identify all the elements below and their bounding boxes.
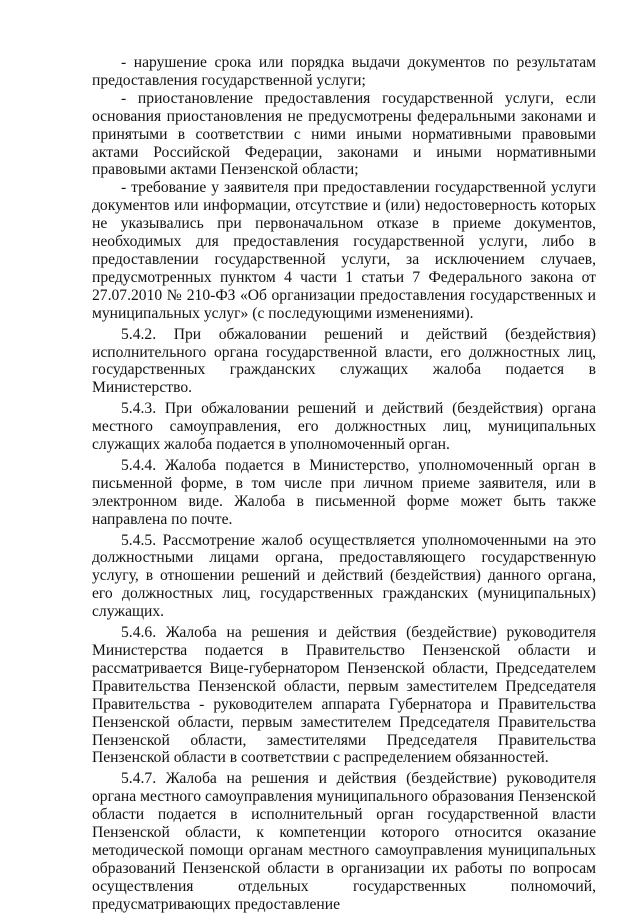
paragraph-5-4-6: 5.4.6. Жалоба на решения и действия (бездействие) руководителя Министерства подается в Правительство Пензенской области и рассматривается Вице-губернатором Пензенской области, Председателем Правительства Пензенской области, первым заместителем Председателя Правительства - руководителем аппарата Губернатора и Правительства Пензенской области, первым заместителем Председателя Правительства Пензенской области, заместителями Председателя Правительства Пензенской области в соответствии с распределением обязанностей. xyxy=(92,624,596,767)
paragraph-5-4-5: 5.4.5. Рассмотрение жалоб осуществляется уполномоченными на это должностными лицами органа, предоставляющего государственную услугу, в отношении решений и действий (бездействия) данного органа, его должностных лиц, государственных гражданских (муниципальных) служащих. xyxy=(92,531,596,621)
paragraph-5-4-4: 5.4.4. Жалоба подается в Министерство, уполномоченный орган в письменной форме, в том числе при личном приеме заявителя, или в электронном виде. Жалоба в письменной форме может быть также направлена по почте. xyxy=(92,456,596,528)
paragraph-suspension: - приостановление предоставления государственной услуги, если основания приостановления не предусмотрены федеральными законами и принятыми в соответствии с ними иными нормативными правовыми актами Российской Федерации, законами и иными нормативными правовыми актами Пензенской области; xyxy=(92,89,596,179)
paragraph-5-4-2: 5.4.2. При обжаловании решений и действий (бездействия) исполнительного органа государственной власти, его должностных лиц, государственных гражданских служащих жалоба подается в Министерство. xyxy=(92,325,596,397)
paragraph-5-4-3: 5.4.3. При обжаловании решений и действий (бездействия) органа местного самоуправления, его должностных лиц, муниципальных служащих жалоба подается в уполномоченный орган. xyxy=(92,400,596,454)
paragraph-document-requirement: - требование у заявителя при предоставлении государственной услуги документов или информации, отсутствие и (или) недостоверность которых не указывались при первоначальном отказе в приеме документов, необходимых для предоставления государственной услуги, либо в предоставлении государственной услуги, за исключением случаев, предусмотренных пунктом 4 части 1 статьи 7 Федерального закона от 27.07.2010 № 210-ФЗ «Об организации предоставления государственных и муниципальных услуг» (с последующими изменениями). xyxy=(92,179,596,322)
paragraph-violation-deadline: - нарушение срока или порядка выдачи документов по результатам предоставления государственной услуги; xyxy=(92,54,596,89)
paragraph-5-4-7: 5.4.7. Жалоба на решения и действия (бездействие) руководителя органа местного самоуправления муниципального образования Пензенской области подается в исполнительный орган государственной власти Пензенской области, к компетенции которого относится оказание методической помощи органам местного самоуправления муниципальных образований Пензенской области в организации их работы по вопросам осуществления отдельных государственных полномочий, предусматривающих предоставление xyxy=(92,770,596,913)
